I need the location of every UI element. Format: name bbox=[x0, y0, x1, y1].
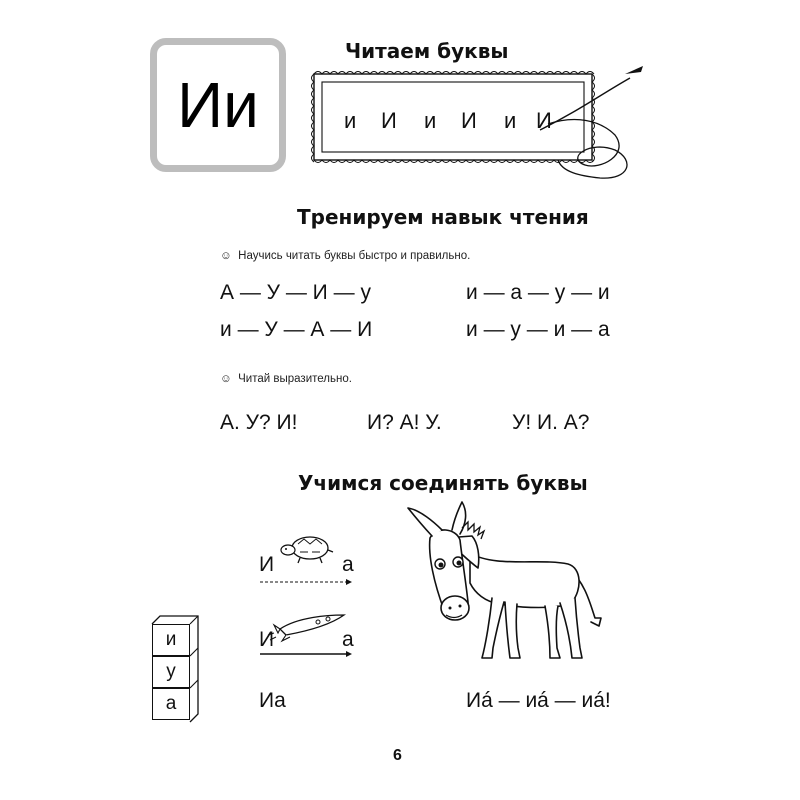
letter-card-text: Ии bbox=[177, 69, 259, 141]
cube-letter: у bbox=[152, 656, 190, 688]
reading-row-4: и — у — и — а bbox=[466, 318, 610, 341]
pair1-left-letter: И bbox=[259, 553, 275, 576]
cube-letter: а bbox=[152, 688, 190, 720]
expressive-phrase-3: У! И. А? bbox=[512, 411, 590, 434]
smiley-icon: ☺ bbox=[220, 250, 232, 262]
expressive-phrase-1: А. У? И! bbox=[220, 411, 298, 434]
pair2-right-letter: а bbox=[342, 628, 354, 651]
pair1-right-letter: а bbox=[342, 553, 354, 576]
reading-row-3: и — У — А — И bbox=[220, 318, 373, 341]
turtle-icon bbox=[281, 537, 333, 563]
instruction-expressive: ☺ Читай выразительно. bbox=[220, 373, 352, 385]
cube-letter: и bbox=[152, 624, 190, 656]
letter-card bbox=[150, 38, 286, 172]
reading-row-1: А — У — И — у bbox=[220, 281, 371, 304]
needle-icon bbox=[625, 66, 643, 74]
rocket-icon bbox=[268, 615, 344, 641]
expressive-phrase-2: И? А! У. bbox=[367, 411, 442, 434]
smiley-icon: ☺ bbox=[220, 373, 232, 385]
turtle-arrow bbox=[258, 530, 358, 590]
section-title-join-letters: Учимся соединять буквы bbox=[298, 471, 588, 495]
instruction-read-fast: ☺ Научись читать буквы быстро и правильно. bbox=[220, 250, 471, 262]
donkey-call: Иá — иá — иá! bbox=[466, 689, 611, 712]
donkey-illustration bbox=[400, 498, 620, 673]
joined-word: Иа bbox=[259, 689, 286, 712]
page-number: 6 bbox=[393, 747, 402, 764]
section-title-reading-skill: Тренируем навык чтения bbox=[297, 205, 589, 229]
rocket-arrow bbox=[258, 605, 358, 665]
pair2-left-letter: И bbox=[259, 628, 275, 651]
reading-row-2: и — а — у — и bbox=[466, 281, 610, 304]
section-title-read-letters: Читаем буквы bbox=[345, 39, 509, 63]
